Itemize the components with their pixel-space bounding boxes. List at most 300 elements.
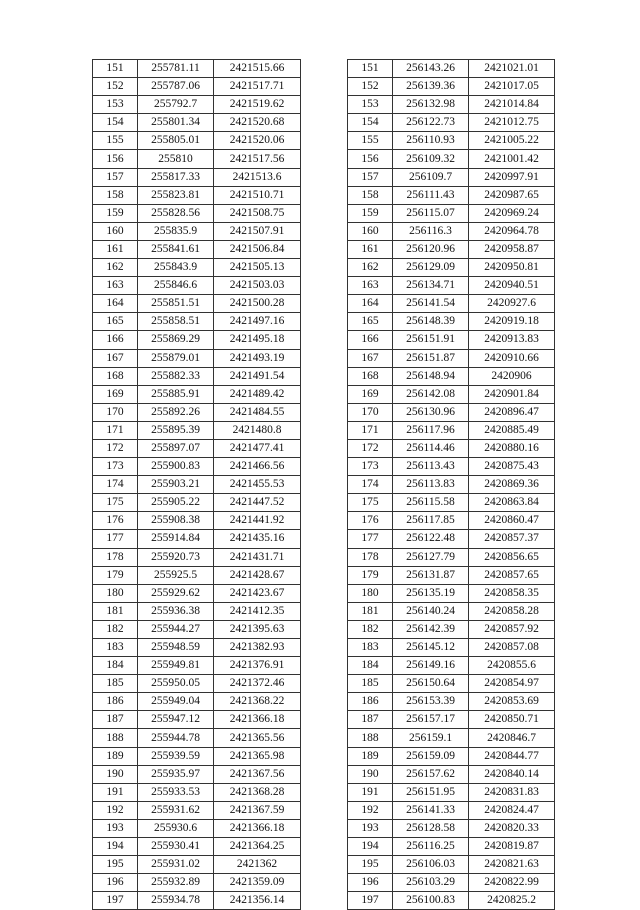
- y-coordinate-cell: 2420822.99: [469, 874, 555, 892]
- x-coordinate-cell: 256131.87: [393, 566, 469, 584]
- point-number-cell: 169: [348, 385, 393, 403]
- x-coordinate-cell: 255895.39: [138, 421, 214, 439]
- x-coordinate-cell: 256141.33: [393, 801, 469, 819]
- x-coordinate-cell: 255931.62: [138, 801, 214, 819]
- y-coordinate-cell: 2421431.71: [214, 548, 301, 566]
- y-coordinate-cell: 2420821.63: [469, 856, 555, 874]
- point-number-cell: 181: [93, 602, 138, 620]
- table-row: [348, 259, 555, 277]
- point-number-cell: 155: [93, 132, 138, 150]
- x-coordinate-cell: 255936.38: [138, 602, 214, 620]
- table-row: [348, 222, 555, 240]
- y-coordinate-cell: 2421447.52: [214, 494, 301, 512]
- table-row: [348, 96, 555, 114]
- y-coordinate-cell: 2420857.37: [469, 530, 555, 548]
- y-coordinate-cell: 2420824.47: [469, 801, 555, 819]
- table-row: [348, 277, 555, 295]
- point-number-cell: 184: [93, 657, 138, 675]
- point-number-cell: 171: [93, 421, 138, 439]
- y-coordinate-cell: 2421012.75: [469, 114, 555, 132]
- point-number-cell: 197: [348, 892, 393, 910]
- point-number-cell: 180: [348, 584, 393, 602]
- table-row: [93, 385, 301, 403]
- x-coordinate-cell: 255882.33: [138, 367, 214, 385]
- table-row: [93, 892, 301, 910]
- y-coordinate-cell: 2420860.47: [469, 512, 555, 530]
- y-coordinate-cell: 2421489.42: [214, 385, 301, 403]
- table-row: [93, 222, 301, 240]
- table-row: [93, 277, 301, 295]
- x-coordinate-cell: 256145.12: [393, 639, 469, 657]
- point-number-cell: 178: [348, 548, 393, 566]
- point-number-cell: 162: [93, 259, 138, 277]
- x-coordinate-cell: 255897.07: [138, 439, 214, 457]
- x-coordinate-cell: 256139.36: [393, 78, 469, 96]
- y-coordinate-cell: 2420910.66: [469, 349, 555, 367]
- table-row: [93, 349, 301, 367]
- table-row: [348, 476, 555, 494]
- x-coordinate-cell: 255817.33: [138, 168, 214, 186]
- table-row: [93, 403, 301, 421]
- x-coordinate-cell: 255933.53: [138, 783, 214, 801]
- point-number-cell: 157: [348, 168, 393, 186]
- table-row: [348, 530, 555, 548]
- x-coordinate-cell: 256120.96: [393, 240, 469, 258]
- y-coordinate-cell: 2420901.84: [469, 385, 555, 403]
- point-number-cell: 166: [93, 331, 138, 349]
- x-coordinate-cell: 255858.51: [138, 313, 214, 331]
- table-row: [93, 602, 301, 620]
- x-coordinate-cell: 256122.73: [393, 114, 469, 132]
- table-row: [348, 367, 555, 385]
- point-number-cell: 156: [93, 150, 138, 168]
- y-coordinate-cell: 2421368.22: [214, 693, 301, 711]
- x-coordinate-cell: 256103.29: [393, 874, 469, 892]
- table-row: [93, 819, 301, 837]
- x-coordinate-cell: 256115.58: [393, 494, 469, 512]
- y-coordinate-cell: 2421466.56: [214, 458, 301, 476]
- x-coordinate-cell: 255787.06: [138, 78, 214, 96]
- y-coordinate-cell: 2421508.75: [214, 204, 301, 222]
- x-coordinate-cell: 256117.96: [393, 421, 469, 439]
- x-coordinate-cell: 255944.27: [138, 620, 214, 638]
- point-number-cell: 163: [93, 277, 138, 295]
- x-coordinate-cell: 255950.05: [138, 675, 214, 693]
- x-coordinate-cell: 255920.73: [138, 548, 214, 566]
- y-coordinate-cell: 2421372.46: [214, 675, 301, 693]
- point-number-cell: 152: [93, 78, 138, 96]
- point-number-cell: 176: [348, 512, 393, 530]
- point-number-cell: 181: [348, 602, 393, 620]
- table-row: [93, 874, 301, 892]
- table-row: [348, 168, 555, 186]
- point-number-cell: 175: [348, 494, 393, 512]
- point-number-cell: 188: [348, 729, 393, 747]
- y-coordinate-cell: 2420906: [469, 367, 555, 385]
- point-number-cell: 161: [348, 240, 393, 258]
- table-row: [93, 240, 301, 258]
- x-coordinate-cell: 256132.98: [393, 96, 469, 114]
- table-row: [93, 259, 301, 277]
- y-coordinate-cell: 2420855.6: [469, 657, 555, 675]
- point-number-cell: 173: [93, 458, 138, 476]
- table-row: [93, 186, 301, 204]
- coordinate-table-left-body: [93, 60, 301, 910]
- point-number-cell: 154: [93, 114, 138, 132]
- x-coordinate-cell: 255851.51: [138, 295, 214, 313]
- table-row: [93, 78, 301, 96]
- point-number-cell: 168: [93, 367, 138, 385]
- table-row: [348, 856, 555, 874]
- table-row: [348, 186, 555, 204]
- point-number-cell: 160: [348, 222, 393, 240]
- table-row: [93, 657, 301, 675]
- x-coordinate-cell: 256157.17: [393, 711, 469, 729]
- y-coordinate-cell: 2420919.18: [469, 313, 555, 331]
- table-row: [93, 838, 301, 856]
- y-coordinate-cell: 2420819.87: [469, 838, 555, 856]
- y-coordinate-cell: 2421513.6: [214, 168, 301, 186]
- x-coordinate-cell: 255935.97: [138, 765, 214, 783]
- x-coordinate-cell: 256151.95: [393, 783, 469, 801]
- point-number-cell: 193: [93, 819, 138, 837]
- point-number-cell: 179: [348, 566, 393, 584]
- x-coordinate-cell: 255841.61: [138, 240, 214, 258]
- table-row: [93, 114, 301, 132]
- y-coordinate-cell: 2420997.91: [469, 168, 555, 186]
- point-number-cell: 190: [93, 765, 138, 783]
- x-coordinate-cell: 256117.85: [393, 512, 469, 530]
- x-coordinate-cell: 256141.54: [393, 295, 469, 313]
- y-coordinate-cell: 2420857.92: [469, 620, 555, 638]
- table-row: [348, 204, 555, 222]
- y-coordinate-cell: 2420820.33: [469, 819, 555, 837]
- y-coordinate-cell: 2421520.68: [214, 114, 301, 132]
- y-coordinate-cell: 2421455.53: [214, 476, 301, 494]
- x-coordinate-cell: 256157.62: [393, 765, 469, 783]
- point-number-cell: 184: [348, 657, 393, 675]
- x-coordinate-cell: 256110.93: [393, 132, 469, 150]
- y-coordinate-cell: 2420950.81: [469, 259, 555, 277]
- y-coordinate-cell: 2420869.36: [469, 476, 555, 494]
- y-coordinate-cell: 2421001.42: [469, 150, 555, 168]
- point-number-cell: 152: [348, 78, 393, 96]
- table-row: [348, 765, 555, 783]
- y-coordinate-cell: 2421359.09: [214, 874, 301, 892]
- table-row: [93, 96, 301, 114]
- point-number-cell: 162: [348, 259, 393, 277]
- point-number-cell: 166: [348, 331, 393, 349]
- x-coordinate-cell: 255908.38: [138, 512, 214, 530]
- table-row: [93, 566, 301, 584]
- x-coordinate-cell: 256113.83: [393, 476, 469, 494]
- table-row: [93, 313, 301, 331]
- table-row: [93, 675, 301, 693]
- x-coordinate-cell: 255934.78: [138, 892, 214, 910]
- y-coordinate-cell: 2420875.43: [469, 458, 555, 476]
- point-number-cell: 175: [93, 494, 138, 512]
- coordinate-table-right-body: [348, 60, 555, 910]
- y-coordinate-cell: 2421517.71: [214, 78, 301, 96]
- y-coordinate-cell: 2421367.59: [214, 801, 301, 819]
- point-number-cell: 172: [348, 439, 393, 457]
- point-number-cell: 182: [348, 620, 393, 638]
- x-coordinate-cell: 255929.62: [138, 584, 214, 602]
- x-coordinate-cell: 255930.6: [138, 819, 214, 837]
- x-coordinate-cell: 256106.03: [393, 856, 469, 874]
- x-coordinate-cell: 256143.26: [393, 60, 469, 78]
- y-coordinate-cell: 2420856.65: [469, 548, 555, 566]
- y-coordinate-cell: 2420858.28: [469, 602, 555, 620]
- point-number-cell: 187: [348, 711, 393, 729]
- x-coordinate-cell: 255948.59: [138, 639, 214, 657]
- table-row: [348, 78, 555, 96]
- table-row: [348, 512, 555, 530]
- y-coordinate-cell: 2421493.19: [214, 349, 301, 367]
- table-row: [348, 747, 555, 765]
- point-number-cell: 171: [348, 421, 393, 439]
- y-coordinate-cell: 2421505.13: [214, 259, 301, 277]
- table-row: [348, 114, 555, 132]
- point-number-cell: 189: [348, 747, 393, 765]
- point-number-cell: 170: [348, 403, 393, 421]
- y-coordinate-cell: 2420840.14: [469, 765, 555, 783]
- point-number-cell: 176: [93, 512, 138, 530]
- coordinate-table-right: [347, 59, 555, 910]
- point-number-cell: 158: [348, 186, 393, 204]
- y-coordinate-cell: 2420831.83: [469, 783, 555, 801]
- y-coordinate-cell: 2420857.08: [469, 639, 555, 657]
- table-row: [348, 385, 555, 403]
- x-coordinate-cell: 255947.12: [138, 711, 214, 729]
- y-coordinate-cell: 2420825.2: [469, 892, 555, 910]
- table-row: [348, 313, 555, 331]
- table-row: [93, 494, 301, 512]
- point-number-cell: 173: [348, 458, 393, 476]
- y-coordinate-cell: 2420896.47: [469, 403, 555, 421]
- table-row: [93, 168, 301, 186]
- point-number-cell: 185: [93, 675, 138, 693]
- table-row: [93, 367, 301, 385]
- table-row: [93, 476, 301, 494]
- table-row: [348, 331, 555, 349]
- point-number-cell: 196: [348, 874, 393, 892]
- x-coordinate-cell: 256159.1: [393, 729, 469, 747]
- point-number-cell: 187: [93, 711, 138, 729]
- table-row: [348, 639, 555, 657]
- point-number-cell: 164: [348, 295, 393, 313]
- y-coordinate-cell: 2421480.8: [214, 421, 301, 439]
- table-row: [348, 675, 555, 693]
- table-row: [348, 494, 555, 512]
- table-row: [348, 458, 555, 476]
- table-row: [93, 783, 301, 801]
- table-row: [93, 331, 301, 349]
- y-coordinate-cell: 2420853.69: [469, 693, 555, 711]
- x-coordinate-cell: 255944.78: [138, 729, 214, 747]
- point-number-cell: 156: [348, 150, 393, 168]
- table-row: [93, 639, 301, 657]
- table-row: [93, 60, 301, 78]
- y-coordinate-cell: 2420844.77: [469, 747, 555, 765]
- table-row: [348, 620, 555, 638]
- y-coordinate-cell: 2420857.65: [469, 566, 555, 584]
- point-number-cell: 191: [348, 783, 393, 801]
- y-coordinate-cell: 2421005.22: [469, 132, 555, 150]
- point-number-cell: 185: [348, 675, 393, 693]
- x-coordinate-cell: 255932.89: [138, 874, 214, 892]
- x-coordinate-cell: 255835.9: [138, 222, 214, 240]
- table-row: [348, 349, 555, 367]
- point-number-cell: 159: [93, 204, 138, 222]
- y-coordinate-cell: 2421368.28: [214, 783, 301, 801]
- y-coordinate-cell: 2421491.54: [214, 367, 301, 385]
- point-number-cell: 165: [348, 313, 393, 331]
- x-coordinate-cell: 256148.39: [393, 313, 469, 331]
- y-coordinate-cell: 2421382.93: [214, 639, 301, 657]
- x-coordinate-cell: 255914.84: [138, 530, 214, 548]
- y-coordinate-cell: 2420854.97: [469, 675, 555, 693]
- y-coordinate-cell: 2421017.05: [469, 78, 555, 96]
- point-number-cell: 167: [93, 349, 138, 367]
- table-row: [348, 240, 555, 258]
- table-row: [93, 295, 301, 313]
- point-number-cell: 169: [93, 385, 138, 403]
- x-coordinate-cell: 256113.43: [393, 458, 469, 476]
- x-coordinate-cell: 255949.04: [138, 693, 214, 711]
- point-number-cell: 189: [93, 747, 138, 765]
- table-row: [93, 620, 301, 638]
- y-coordinate-cell: 2421376.91: [214, 657, 301, 675]
- y-coordinate-cell: 2420858.35: [469, 584, 555, 602]
- y-coordinate-cell: 2421364.25: [214, 838, 301, 856]
- x-coordinate-cell: 256140.24: [393, 602, 469, 620]
- x-coordinate-cell: 256116.25: [393, 838, 469, 856]
- table-row: [93, 729, 301, 747]
- y-coordinate-cell: 2421366.18: [214, 711, 301, 729]
- point-number-cell: 186: [348, 693, 393, 711]
- y-coordinate-cell: 2420964.78: [469, 222, 555, 240]
- table-row: [93, 421, 301, 439]
- table-row: [348, 150, 555, 168]
- x-coordinate-cell: 255930.41: [138, 838, 214, 856]
- point-number-cell: 193: [348, 819, 393, 837]
- point-number-cell: 182: [93, 620, 138, 638]
- x-coordinate-cell: 255879.01: [138, 349, 214, 367]
- point-number-cell: 170: [93, 403, 138, 421]
- point-number-cell: 158: [93, 186, 138, 204]
- y-coordinate-cell: 2421495.18: [214, 331, 301, 349]
- table-row: [348, 801, 555, 819]
- x-coordinate-cell: 256127.79: [393, 548, 469, 566]
- table-row: [93, 801, 301, 819]
- x-coordinate-cell: 255801.34: [138, 114, 214, 132]
- y-coordinate-cell: 2421428.67: [214, 566, 301, 584]
- x-coordinate-cell: 256109.7: [393, 168, 469, 186]
- y-coordinate-cell: 2421365.98: [214, 747, 301, 765]
- x-coordinate-cell: 255892.26: [138, 403, 214, 421]
- x-coordinate-cell: 255869.29: [138, 331, 214, 349]
- table-row: [348, 584, 555, 602]
- table-row: [348, 295, 555, 313]
- x-coordinate-cell: 256114.46: [393, 439, 469, 457]
- y-coordinate-cell: 2421014.84: [469, 96, 555, 114]
- x-coordinate-cell: 256122.48: [393, 530, 469, 548]
- x-coordinate-cell: 255805.01: [138, 132, 214, 150]
- x-coordinate-cell: 255885.91: [138, 385, 214, 403]
- table-row: [348, 403, 555, 421]
- point-number-cell: 157: [93, 168, 138, 186]
- coordinate-table-left: [92, 59, 301, 910]
- table-row: [348, 439, 555, 457]
- y-coordinate-cell: 2421395.63: [214, 620, 301, 638]
- table-row: [348, 566, 555, 584]
- point-number-cell: 174: [348, 476, 393, 494]
- x-coordinate-cell: 255846.6: [138, 277, 214, 295]
- x-coordinate-cell: 256100.83: [393, 892, 469, 910]
- table-row: [348, 132, 555, 150]
- y-coordinate-cell: 2421362: [214, 856, 301, 874]
- point-number-cell: 195: [348, 856, 393, 874]
- y-coordinate-cell: 2421412.35: [214, 602, 301, 620]
- point-number-cell: 161: [93, 240, 138, 258]
- point-number-cell: 179: [93, 566, 138, 584]
- point-number-cell: 167: [348, 349, 393, 367]
- table-row: [93, 439, 301, 457]
- point-number-cell: 153: [348, 96, 393, 114]
- y-coordinate-cell: 2420927.6: [469, 295, 555, 313]
- table-row: [348, 421, 555, 439]
- x-coordinate-cell: 256153.39: [393, 693, 469, 711]
- point-number-cell: 194: [93, 838, 138, 856]
- x-coordinate-cell: 256116.3: [393, 222, 469, 240]
- table-row: [348, 60, 555, 78]
- table-row: [93, 584, 301, 602]
- x-coordinate-cell: 255823.81: [138, 186, 214, 204]
- y-coordinate-cell: 2421500.28: [214, 295, 301, 313]
- table-row: [348, 819, 555, 837]
- table-row: [93, 711, 301, 729]
- table-row: [348, 693, 555, 711]
- y-coordinate-cell: 2421021.01: [469, 60, 555, 78]
- y-coordinate-cell: 2421366.18: [214, 819, 301, 837]
- y-coordinate-cell: 2420885.49: [469, 421, 555, 439]
- y-coordinate-cell: 2420863.84: [469, 494, 555, 512]
- point-number-cell: 163: [348, 277, 393, 295]
- x-coordinate-cell: 256109.32: [393, 150, 469, 168]
- table-row: [348, 783, 555, 801]
- y-coordinate-cell: 2420913.83: [469, 331, 555, 349]
- point-number-cell: 183: [93, 639, 138, 657]
- point-number-cell: 155: [348, 132, 393, 150]
- y-coordinate-cell: 2421497.16: [214, 313, 301, 331]
- table-row: [348, 657, 555, 675]
- y-coordinate-cell: 2420987.65: [469, 186, 555, 204]
- point-number-cell: 180: [93, 584, 138, 602]
- y-coordinate-cell: 2420940.51: [469, 277, 555, 295]
- table-row: [93, 150, 301, 168]
- x-coordinate-cell: 256129.09: [393, 259, 469, 277]
- x-coordinate-cell: 256115.07: [393, 204, 469, 222]
- y-coordinate-cell: 2421517.56: [214, 150, 301, 168]
- y-coordinate-cell: 2421367.56: [214, 765, 301, 783]
- point-number-cell: 188: [93, 729, 138, 747]
- table-row: [93, 548, 301, 566]
- y-coordinate-cell: 2421506.84: [214, 240, 301, 258]
- x-coordinate-cell: 255903.21: [138, 476, 214, 494]
- x-coordinate-cell: 256142.39: [393, 620, 469, 638]
- y-coordinate-cell: 2421503.03: [214, 277, 301, 295]
